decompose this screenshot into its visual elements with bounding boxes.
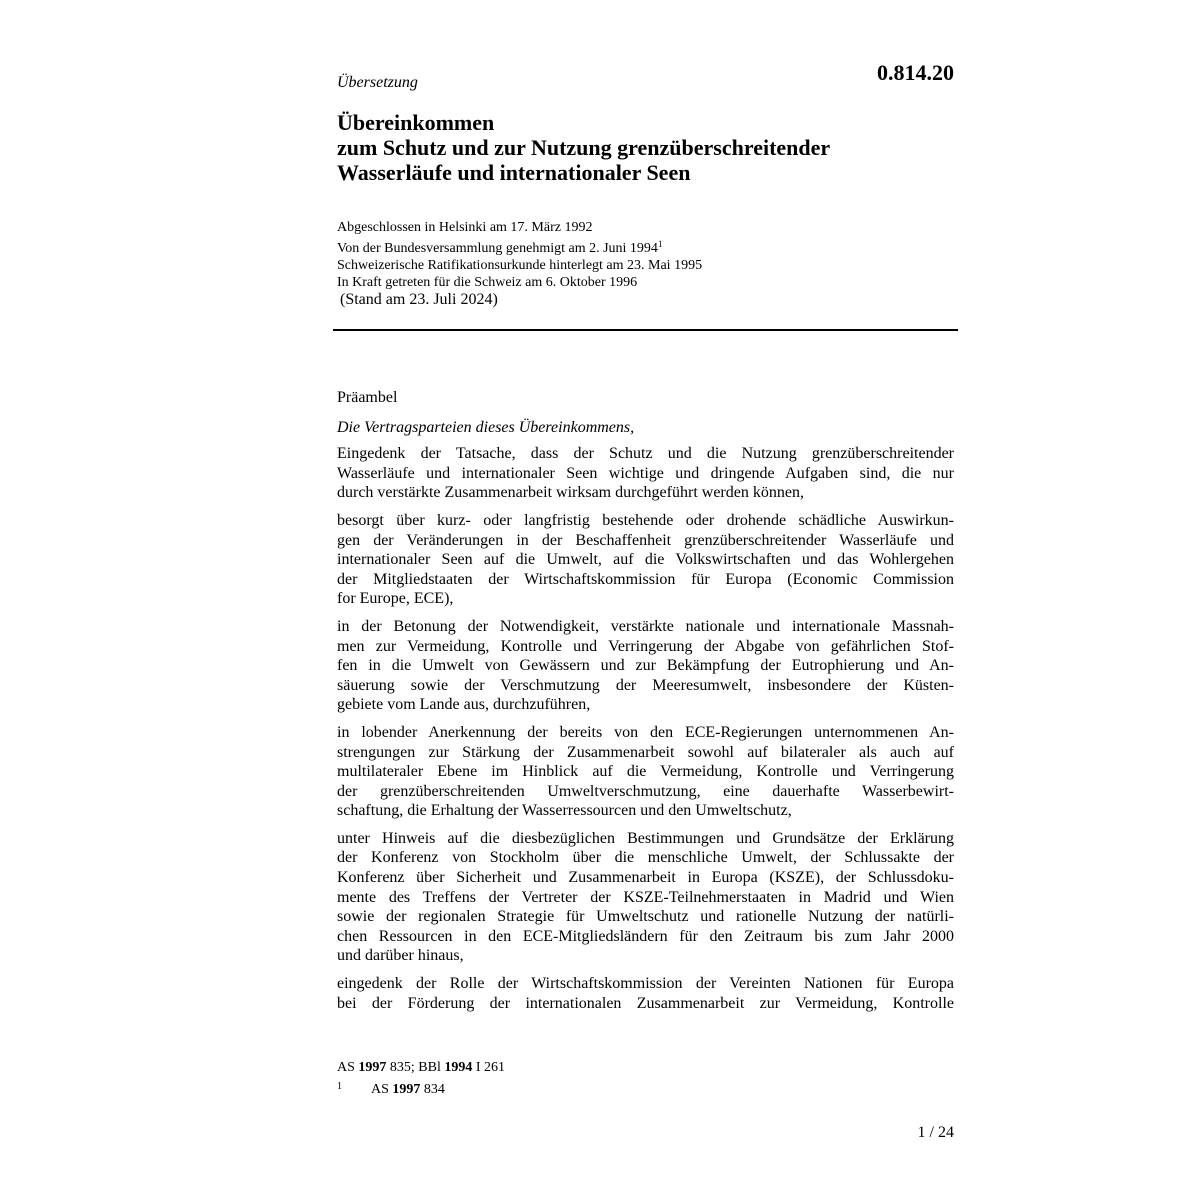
- source-footnote: [337, 1058, 505, 1077]
- source-as-year: 1997: [358, 1060, 387, 1075]
- enactment-dates: [337, 219, 702, 291]
- paragraph-line: unter Hinweis auf die diesbezüglichen Bestimmungen und Grundsätze der Erklärung: [337, 829, 954, 847]
- preamble-paragraph: [337, 829, 954, 966]
- paragraph-line: der Konferenz von Stockholm über die menschliche Umwelt, der Schlussakte der: [337, 849, 954, 867]
- date-approved-line: [337, 236, 702, 257]
- footnote-ref-1[interactable]: 1: [657, 239, 663, 249]
- document-title: [337, 110, 957, 185]
- paragraph-line: Wasserläufe und internationaler Seen wichtige und dringende Aufgaben sind, die nur: [337, 464, 954, 482]
- paragraph-line: säuerung sowie der Verschmutzung der Meeresumwelt, insbesondere der Küsten-: [337, 676, 954, 694]
- source-as-page: 835; BBl: [386, 1060, 445, 1075]
- source-bbl-year: 1994: [444, 1060, 473, 1075]
- footnote-1-prefix: AS: [371, 1082, 393, 1097]
- paragraph-line: gebiete vom Lande aus, durchzuführen,: [337, 696, 591, 714]
- paragraph-line: besorgt über kurz- oder langfristig bestehende oder drohende schädliche Auswirkun-: [337, 511, 954, 529]
- header-divider: [333, 329, 958, 331]
- paragraph-line: eingedenk der Rolle der Wirtschaftskommission der Vereinten Nationen für Europa: [337, 975, 954, 993]
- date-approved: Von der Bundesversammlung genehmigt am 2. Juni 1994: [337, 241, 658, 256]
- footnotes: [337, 1058, 505, 1099]
- paragraph-line: sowie der regionalen Strategie für Umweltschutz und rationelle Nutzung der natürli-: [337, 908, 954, 926]
- translation-label: Übersetzung: [337, 74, 418, 91]
- paragraph-line: for Europe, ECE),: [337, 590, 454, 608]
- paragraph-line: in lobender Anerkennung der bereits von den ECE-Regierungen unternommenen An-: [337, 723, 954, 741]
- source-bbl-page: I 261: [472, 1060, 506, 1075]
- paragraph-line: men zur Vermeidung, Kontrolle und Verringerung der Abgabe von gefährlichen Stof-: [337, 637, 954, 655]
- paragraph-line: und darüber hinaus,: [337, 947, 464, 965]
- footnote-1: [337, 1077, 505, 1099]
- source-as-prefix: AS: [337, 1060, 359, 1075]
- paragraph-line: chen Ressourcen in den ECE-Mitgliedsländern für den Zeitraum bis zum Jahr 2000: [337, 927, 954, 945]
- paragraph-line: in der Betonung der Notwendigkeit, verstärkte nationale und internationale Massnah-: [337, 617, 954, 635]
- preamble-paragraph: [337, 617, 954, 715]
- contracting-parties: Die Vertragsparteien dieses Übereinkommens,: [337, 418, 635, 436]
- paragraph-line: mente des Treffens der Vertreter der KSZE-Teilnehmerstaaten in Madrid und Wien: [337, 888, 954, 906]
- status-date: (Stand am 23. Juli 2024): [340, 291, 498, 308]
- paragraph-line: Konferenz über Sicherheit und Zusammenarbeit in Europa (KSZE), der Schlussdoku-: [337, 869, 954, 887]
- date-in-force: In Kraft getreten für die Schweiz am 6. Oktober 1996: [337, 275, 638, 290]
- paragraph-line: internationaler Seen auf die Umwelt, auf die Volkswirtschaften und das Wohlergehen: [337, 551, 954, 569]
- preamble-paragraph: [337, 511, 954, 609]
- page-number: 1 / 24: [917, 1124, 954, 1141]
- paragraph-line: der grenzüberschreitenden Umweltverschmutzung, eine dauerhafte Wasserbewirt-: [337, 782, 954, 800]
- footnote-1-number: 1: [337, 1081, 342, 1092]
- date-ratification: Schweizerische Ratifikationsurkunde hinterlegt am 23. Mai 1995: [337, 258, 703, 273]
- preamble-paragraph: [337, 723, 954, 821]
- footnote-1-page: 834: [420, 1082, 445, 1097]
- sr-number: 0.814.20: [877, 60, 954, 85]
- footnote-1-year: 1997: [392, 1082, 421, 1097]
- preamble-heading: Präambel: [337, 389, 398, 406]
- paragraph-line: bei der Förderung der internationalen Zusammenarbeit zur Vermeidung, Kontrolle: [337, 994, 954, 1012]
- date-concluded: Abgeschlossen in Helsinki am 17. März 1992: [337, 220, 593, 235]
- preamble-section: [337, 388, 954, 1021]
- paragraph-line: gen der Veränderungen in der Beschaffenheit grenzüberschreitender Wasserläufe und: [337, 531, 954, 549]
- title-line-1: Übereinkommen: [337, 110, 495, 135]
- title-line-2: zum Schutz und zur Nutzung grenzüberschreitender: [337, 135, 831, 160]
- paragraph-line: strengungen zur Stärkung der Zusammenarbeit sowohl auf bilateraler als auch auf: [337, 743, 954, 761]
- paragraph-line: schaftung, die Erhaltung der Wasserressourcen und den Umweltschutz,: [337, 802, 792, 820]
- title-line-3: Wasserläufe und internationaler Seen: [337, 160, 691, 185]
- paragraph-line: der Mitgliedstaaten der Wirtschaftskommission für Europa (Economic Commission: [337, 570, 954, 588]
- paragraph-line: Eingedenk der Tatsache, dass der Schutz und die Nutzung grenzüberschreitender: [337, 445, 954, 463]
- preamble-paragraph: [337, 444, 954, 503]
- paragraph-line: multilateraler Ebene im Hinblick auf die Vermeidung, Kontrolle und Verringerung: [337, 763, 954, 781]
- paragraph-line: durch verstärkte Zusammenarbeit wirksam durchgeführt werden können,: [337, 484, 804, 502]
- paragraph-line: fen in die Umwelt von Gewässern und zur Bekämpfung der Eutrophierung und An-: [337, 657, 954, 675]
- preamble-paragraph: [337, 974, 954, 1013]
